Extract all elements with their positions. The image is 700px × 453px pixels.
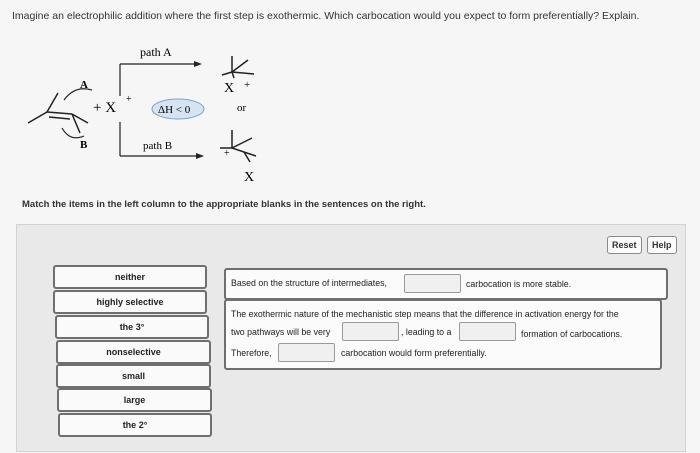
path-a-label: path A bbox=[140, 45, 172, 59]
reagent-x: + X bbox=[93, 100, 117, 116]
path-b-label: path B bbox=[143, 140, 173, 152]
sentence-1-part-1: Based on the structure of intermediates, bbox=[231, 278, 387, 288]
sentence-3-part-1: Therefore, bbox=[231, 348, 272, 358]
product-a-x: X bbox=[224, 81, 235, 96]
sentence-2-part-3: formation of carbocations. bbox=[521, 329, 623, 339]
reset-button[interactable]: Reset bbox=[607, 236, 642, 254]
blank-1[interactable] bbox=[404, 274, 461, 293]
label-b: B bbox=[80, 139, 88, 151]
drag-item-nonselective[interactable]: nonselective bbox=[56, 340, 211, 364]
sentence-2-line-1: The exothermic nature of the mechanistic step means that the difference in activation energy for the bbox=[231, 309, 619, 319]
sentence-2-part-2: , leading to a bbox=[401, 327, 452, 337]
sentence-box-2 bbox=[224, 299, 662, 370]
label-a: A bbox=[80, 79, 88, 91]
drag-item-2-degree[interactable]: the 2° bbox=[58, 413, 212, 437]
blank-3[interactable] bbox=[459, 322, 516, 341]
drag-item-neither[interactable]: neither bbox=[53, 265, 207, 289]
help-button[interactable]: Help bbox=[647, 236, 677, 254]
sentence-box-1 bbox=[224, 268, 668, 300]
product-b-x: X bbox=[244, 170, 255, 185]
sentence-3-part-2: carbocation would form preferentially. bbox=[341, 348, 487, 358]
blank-2[interactable] bbox=[342, 322, 399, 341]
drag-item-highly-selective[interactable]: highly selective bbox=[53, 290, 207, 314]
or-label: or bbox=[237, 102, 247, 114]
product-a-structure bbox=[222, 56, 254, 78]
blank-4[interactable] bbox=[278, 343, 335, 362]
curved-arrow-b bbox=[62, 128, 84, 138]
delta-h-label: ΔH < 0 bbox=[158, 104, 191, 116]
sentence-1-part-2: carbocation is more stable. bbox=[466, 279, 572, 289]
sentence-2-part-1: two pathways will be very bbox=[231, 327, 331, 337]
alkene-structure bbox=[28, 93, 88, 133]
product-a-charge: + bbox=[244, 79, 251, 91]
product-b-charge: + bbox=[224, 148, 230, 159]
drag-item-small[interactable]: small bbox=[56, 364, 211, 388]
drag-item-3-degree[interactable]: the 3° bbox=[55, 315, 209, 339]
drag-item-large[interactable]: large bbox=[57, 388, 212, 412]
reagent-charge: + bbox=[126, 94, 132, 105]
reaction-scheme bbox=[0, 30, 700, 190]
question-text: Imagine an electrophilic addition where the first step is exothermic. Which carbocation would you expect to form preferentially? Explain. bbox=[12, 10, 640, 22]
instructions: Match the items in the left column to the appropriate blanks in the sentences on the right. bbox=[22, 199, 426, 210]
